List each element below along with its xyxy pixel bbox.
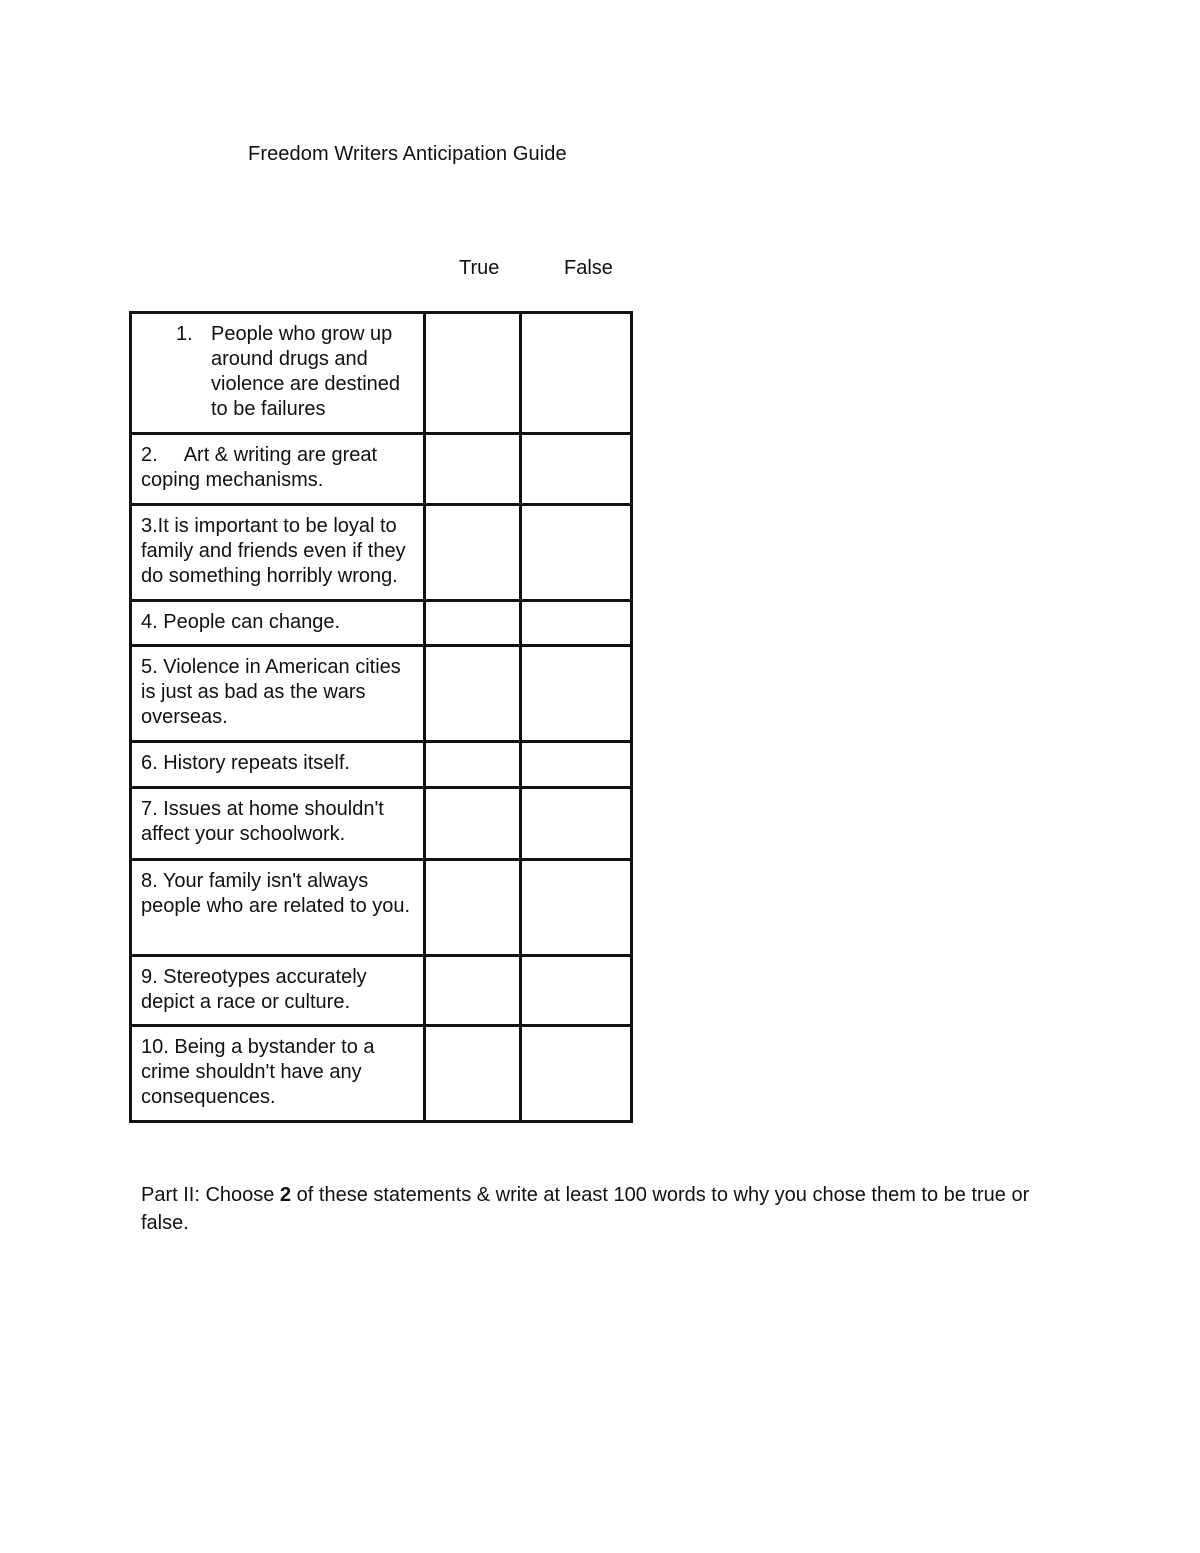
false-answer-box[interactable] <box>521 601 632 646</box>
true-answer-box[interactable] <box>425 601 521 646</box>
false-answer-box[interactable] <box>521 434 632 505</box>
table-row <box>131 956 632 1026</box>
statement-text: 3.It is important to be loyal to family and friends even if they do something horribly wrong. <box>141 515 406 587</box>
part-two-instructions <box>141 1181 1061 1237</box>
false-answer-box[interactable] <box>521 1026 632 1122</box>
part-two-prefix: Part II: Choose <box>141 1184 280 1206</box>
statement-cell <box>131 956 425 1026</box>
statement-text: 10. Being a bystander to a crime shouldn't have any consequences. <box>141 1036 375 1108</box>
statement-text: 4. People can change. <box>141 611 341 633</box>
statement-cell <box>131 601 425 646</box>
statement-number: 1. <box>176 323 193 345</box>
true-answer-box[interactable] <box>425 860 521 956</box>
column-header-true: True <box>459 257 500 279</box>
column-header-false: False <box>564 257 613 279</box>
statement-1 <box>141 322 415 422</box>
table-row <box>131 505 632 601</box>
false-answer-box[interactable] <box>521 788 632 860</box>
statement-text: 7. Issues at home shouldn't affect your schoolwork. <box>141 798 384 845</box>
statement-cell <box>131 505 425 601</box>
true-answer-box[interactable] <box>425 956 521 1026</box>
false-answer-box[interactable] <box>521 646 632 742</box>
statement-text: 9. Stereotypes accurately depict a race or culture. <box>141 966 367 1013</box>
table-row <box>131 1026 632 1122</box>
table-row <box>131 601 632 646</box>
table-row <box>131 313 632 434</box>
statement-cell <box>131 434 425 505</box>
false-answer-box[interactable] <box>521 742 632 788</box>
statement-text: 8. Your family isn't always people who are related to you. <box>141 870 411 917</box>
statement-text: 5. Violence in American cities is just as bad as the wars overseas. <box>141 656 401 728</box>
statement-text: 6. History repeats itself. <box>141 752 350 774</box>
statement-cell <box>131 1026 425 1122</box>
false-answer-box[interactable] <box>521 505 632 601</box>
table-row <box>131 434 632 505</box>
part-two-suffix: of these statements & write at least 100 words to why you chose them to be true or false. <box>141 1184 1030 1234</box>
table-row <box>131 646 632 742</box>
true-answer-box[interactable] <box>425 788 521 860</box>
statement-cell <box>131 860 425 956</box>
false-answer-box[interactable] <box>521 860 632 956</box>
statement-text: People who grow up around drugs and violence are destined to be failures <box>211 323 401 420</box>
page-title: Freedom Writers Anticipation Guide <box>248 143 567 165</box>
true-answer-box[interactable] <box>425 742 521 788</box>
statement-cell <box>131 788 425 860</box>
true-answer-box[interactable] <box>425 505 521 601</box>
table-row <box>131 860 632 956</box>
table-row <box>131 788 632 860</box>
statement-text: Art & writing are great coping mechanisms. <box>141 444 378 491</box>
statement-cell <box>131 646 425 742</box>
true-answer-box[interactable] <box>425 313 521 434</box>
statement-cell <box>131 742 425 788</box>
true-answer-box[interactable] <box>425 1026 521 1122</box>
statement-number: 2. <box>141 444 158 466</box>
true-answer-box[interactable] <box>425 646 521 742</box>
false-answer-box[interactable] <box>521 956 632 1026</box>
table-row <box>131 742 632 788</box>
statement-cell <box>131 313 425 434</box>
part-two-count: 2 <box>279 1184 292 1206</box>
false-answer-box[interactable] <box>521 313 632 434</box>
true-answer-box[interactable] <box>425 434 521 505</box>
anticipation-table <box>129 311 633 1123</box>
